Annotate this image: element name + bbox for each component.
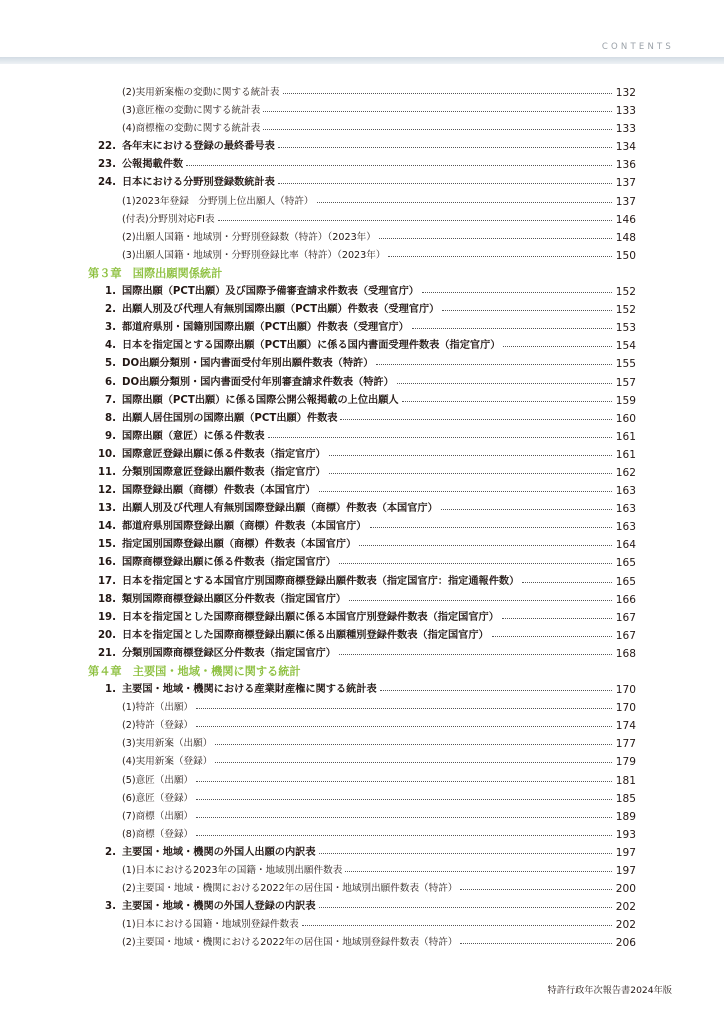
- toc-entry-number: 21.: [97, 647, 116, 659]
- toc-leader-dots: [345, 871, 612, 872]
- toc-subentry[interactable]: [0, 193, 724, 211]
- toc-entry-title: 類別国際商標登録出願区分件数表（指定国官庁）: [122, 593, 347, 605]
- toc-leader-dots: [319, 907, 612, 908]
- toc-entry-number: 24.: [97, 177, 116, 189]
- toc-subentry[interactable]: [0, 102, 724, 120]
- toc-entry-number: 13.: [97, 503, 116, 515]
- toc-page-number: 154: [613, 337, 636, 355]
- toc-leader-dots: [340, 419, 612, 420]
- toc-subentry[interactable]: [0, 229, 724, 247]
- toc-entry-number: 15.: [97, 539, 116, 551]
- toc-entry-label: [88, 355, 376, 373]
- toc-entry-title: DO出願分類別・国内書面受付年別審査請求件数表（特許）: [122, 376, 394, 388]
- toc-page-number: 153: [613, 319, 636, 337]
- toc-leader-dots: [329, 455, 612, 456]
- toc-leader-dots: [460, 889, 612, 890]
- toc-entry-label: [122, 826, 196, 844]
- toc-entry-title: 分類別国際商標登録区分件数表（指定国官庁）: [122, 647, 336, 659]
- toc-entry-title: (2)実用新案権の変動に関する統計表: [122, 87, 280, 98]
- toc-entry[interactable]: [0, 573, 724, 591]
- toc-entry[interactable]: [0, 174, 724, 192]
- toc-entry[interactable]: [0, 609, 724, 627]
- toc-entry-title: 国際意匠登録出願に係る件数表（指定官庁）: [122, 448, 326, 460]
- toc-entry[interactable]: [0, 518, 724, 536]
- toc-page-number: 150: [613, 247, 636, 265]
- toc-subentry[interactable]: [0, 916, 724, 934]
- toc-entry-label: [122, 808, 196, 826]
- toc-entry-title: 主要国・地域・機関の外国人出願の内訳表: [122, 846, 316, 858]
- toc-entry[interactable]: [0, 554, 724, 572]
- toc-leader-dots: [186, 165, 612, 166]
- toc-leader-dots: [460, 943, 612, 944]
- toc-subentry[interactable]: [0, 880, 724, 898]
- toc-subentry[interactable]: [0, 753, 724, 771]
- toc-entry-title: 第４章 主要国・地域・機関に関する統計: [88, 665, 301, 678]
- toc-subentry[interactable]: [0, 862, 724, 880]
- toc-entry-title: 各年末における登録の最終番号表: [122, 141, 275, 153]
- toc-leader-dots: [329, 473, 612, 474]
- toc-subentry[interactable]: [0, 826, 724, 844]
- toc-page-number: 166: [613, 591, 636, 609]
- toc-entry-label: [88, 174, 278, 192]
- toc-leader-dots: [278, 183, 612, 184]
- toc-leader-dots: [215, 762, 612, 763]
- toc-page-number: 170: [613, 681, 636, 699]
- toc-leader-dots: [441, 509, 612, 510]
- toc-page-number: 157: [613, 374, 636, 392]
- toc-entry-label: [88, 573, 522, 591]
- toc-entry[interactable]: [0, 898, 724, 916]
- toc-entry-title: 分類別国際意匠登録出願件数表（指定官庁）: [122, 466, 326, 478]
- toc-entry-label: [88, 645, 339, 663]
- toc-entry-number: 17.: [97, 575, 116, 587]
- toc-entry[interactable]: [0, 500, 724, 518]
- toc-leader-dots: [196, 781, 612, 782]
- toc-entry-label: [88, 446, 329, 464]
- toc-leader-dots: [349, 600, 612, 601]
- toc-page-number: 167: [613, 627, 636, 645]
- toc-entry-number: 8.: [105, 412, 116, 424]
- toc-entry-title: (1)日本における2023年の国籍・地域別出願件数表: [122, 865, 343, 877]
- toc-entry-label: [88, 500, 441, 518]
- toc-entry-title: 都道府県別・国籍別国際出願（PCT出願）件数表（受理官庁）: [122, 322, 409, 334]
- toc-page-number: 133: [613, 102, 636, 120]
- toc-leader-dots: [339, 563, 612, 564]
- toc-entry-title: 国際出願（意匠）に係る件数表: [122, 430, 265, 442]
- toc-entry[interactable]: [0, 627, 724, 645]
- toc-entry-label: [122, 880, 460, 898]
- toc-entry-label: [88, 138, 278, 156]
- toc-entry[interactable]: [0, 844, 724, 862]
- toc-entry-title: 出願人別及び代理人有無別国際出願（PCT出願）件数表（受理官庁）: [122, 304, 440, 316]
- toc-subentry[interactable]: [0, 772, 724, 790]
- toc-entry-title: 国際登録出願（商標）件数表（本国官庁）: [122, 485, 316, 497]
- toc-leader-dots: [376, 364, 612, 365]
- toc-entry[interactable]: [0, 591, 724, 609]
- toc-page-number: 193: [613, 826, 636, 844]
- toc-entry-label: [122, 753, 215, 771]
- toc-entry-label: [88, 464, 329, 482]
- toc-entry-label: [88, 898, 319, 916]
- toc-page-number: 189: [613, 808, 636, 826]
- toc-entry-title: (6)意匠（登録）: [122, 792, 194, 804]
- toc-leader-dots: [196, 708, 612, 709]
- header-band: [0, 57, 724, 64]
- toc-subentry[interactable]: [0, 717, 724, 735]
- toc-entry-label: [122, 717, 196, 735]
- toc-entry[interactable]: [0, 446, 724, 464]
- toc-page-number: 200: [613, 880, 636, 898]
- toc-subentry[interactable]: [0, 84, 724, 102]
- toc-entry-number: 3.: [105, 322, 116, 334]
- toc-entry[interactable]: [0, 283, 724, 301]
- toc-leader-dots: [492, 636, 612, 637]
- toc-entry-label: [88, 554, 339, 572]
- toc-entry-title: (1)日本における国籍・地域別登録件数表: [122, 919, 299, 931]
- table-of-contents: [0, 84, 724, 953]
- toc-leader-dots: [502, 618, 612, 619]
- toc-entry-title: 日本を指定国とする国際出願（PCT出願）に係る国内書面受理件数表（指定官庁）: [122, 340, 501, 352]
- toc-entry-label: [88, 681, 380, 699]
- toc-leader-dots: [319, 491, 612, 492]
- toc-entry-label: [88, 844, 319, 862]
- toc-leader-dots: [196, 799, 612, 800]
- toc-entry[interactable]: [0, 482, 724, 500]
- toc-entry-title: 出願人居住国別の国際出願（PCT出願）件数表: [122, 412, 338, 424]
- toc-page-number: 168: [613, 645, 636, 663]
- toc-page-number: 202: [613, 916, 636, 934]
- toc-entry-label: [122, 229, 379, 247]
- toc-leader-dots: [319, 853, 612, 854]
- toc-subentry[interactable]: [0, 247, 724, 265]
- toc-entry[interactable]: [0, 681, 724, 699]
- toc-entry-label: [122, 120, 263, 138]
- toc-leader-dots: [268, 437, 612, 438]
- toc-page-number: 165: [613, 554, 636, 572]
- toc-page-number: 161: [613, 428, 636, 446]
- toc-entry-number: 12.: [97, 485, 116, 497]
- toc-page-number: 161: [613, 446, 636, 464]
- toc-leader-dots: [503, 346, 612, 347]
- toc-entry-label: [88, 609, 502, 627]
- toc-entry-label: [88, 591, 349, 609]
- toc-leader-dots: [380, 690, 612, 691]
- footer-publication-title: 特許行政年次報告書2024年版: [547, 985, 672, 996]
- toc-entry[interactable]: [0, 392, 724, 410]
- toc-page-number: 170: [613, 699, 636, 717]
- toc-entry[interactable]: [0, 410, 724, 428]
- toc-entry-title: 日本を指定国とした国際商標登録出願に係る出願種別登録件数表（指定国官庁）: [122, 629, 489, 641]
- toc-entry-number: 23.: [97, 159, 116, 171]
- toc-page-number: 133: [613, 120, 636, 138]
- toc-entry[interactable]: [0, 337, 724, 355]
- toc-entry[interactable]: [0, 536, 724, 554]
- toc-entry[interactable]: [0, 319, 724, 337]
- toc-entry-number: 20.: [97, 629, 116, 641]
- toc-entry-title: (2)出願人国籍・地域別・分野別登録数（特許）（2023年）: [122, 231, 376, 243]
- toc-leader-dots: [317, 202, 612, 203]
- toc-page-number: 137: [613, 193, 636, 211]
- toc-entry-title: 国際商標登録出願に係る件数表（指定国官庁）: [122, 557, 336, 569]
- toc-entry-label: [122, 735, 215, 753]
- toc-leader-dots: [397, 383, 612, 384]
- toc-page-number: 165: [613, 573, 636, 591]
- toc-page-number: 197: [613, 844, 636, 862]
- toc-entry-title: (1)2023年登録 分野別上位出願人（特許）: [122, 195, 314, 207]
- toc-entry-number: 22.: [97, 141, 116, 153]
- toc-entry-label: [122, 934, 460, 952]
- toc-page-number: 167: [613, 609, 636, 627]
- toc-page-number: 159: [613, 392, 636, 410]
- toc-subentry[interactable]: [0, 735, 724, 753]
- toc-entry-title: 都道府県別国際登録出願（商標）件数表（本国官庁）: [122, 521, 367, 533]
- toc-entry-number: 19.: [97, 611, 116, 623]
- toc-entry-number: 7.: [105, 394, 116, 406]
- toc-entry-label: [88, 627, 492, 645]
- toc-leader-dots: [263, 129, 612, 130]
- toc-entry[interactable]: [0, 138, 724, 156]
- toc-leader-dots: [215, 744, 612, 745]
- toc-page-number: 146: [613, 211, 636, 229]
- toc-subentry[interactable]: [0, 699, 724, 717]
- toc-entry-title: 主要国・地域・機関における産業財産権に関する統計表: [122, 684, 377, 696]
- toc-entry-label: [122, 247, 388, 265]
- toc-leader-dots: [302, 925, 612, 926]
- toc-entry-number: 18.: [97, 593, 116, 605]
- toc-entry-number: 9.: [105, 430, 116, 442]
- toc-entry-number: 5.: [105, 358, 116, 370]
- toc-entry-label: [88, 410, 340, 428]
- toc-page-number: 202: [613, 898, 636, 916]
- toc-entry-title: 日本を指定国とする本国官庁別国際商標登録出願件数表（指定国官庁：指定通報件数）: [122, 575, 520, 587]
- toc-leader-dots: [388, 256, 612, 257]
- toc-page-number: 174: [613, 717, 636, 735]
- toc-entry[interactable]: [0, 645, 724, 663]
- contents-header-label: CONTENTS: [601, 42, 674, 52]
- toc-page-number: 163: [613, 482, 636, 500]
- toc-entry-title: 日本における分野別登録数統計表: [122, 177, 275, 189]
- toc-page-number: 181: [613, 772, 636, 790]
- toc-entry[interactable]: [0, 301, 724, 319]
- toc-leader-dots: [359, 545, 612, 546]
- toc-leader-dots: [422, 292, 612, 293]
- toc-page-number: 206: [613, 934, 636, 952]
- toc-entry-label: [88, 337, 503, 355]
- toc-leader-dots: [402, 401, 612, 402]
- toc-chapter-heading[interactable]: [0, 663, 724, 681]
- toc-entry-title: (5)意匠（出願）: [122, 774, 194, 786]
- toc-page-number: 152: [613, 283, 636, 301]
- toc-page-number: 163: [613, 518, 636, 536]
- toc-entry-title: (2)主要国・地域・機関における2022年の居住国・地域別登録件数表（特許）: [122, 937, 458, 949]
- toc-entry-title: 第３章 国際出願関係統計: [88, 266, 223, 280]
- toc-entry-number: 10.: [97, 448, 116, 460]
- toc-entry-number: 4.: [105, 340, 116, 352]
- toc-leader-dots: [522, 582, 612, 583]
- toc-subentry[interactable]: [0, 934, 724, 952]
- toc-entry-label: [122, 772, 196, 790]
- toc-entry-label: [88, 482, 319, 500]
- toc-entry-label: [88, 156, 186, 174]
- toc-entry-title: (3)意匠権の変動に関する統計表: [122, 105, 261, 117]
- toc-page-number: 185: [613, 790, 636, 808]
- toc-entry-title: 出願人別及び代理人有無別国際登録出願（商標）件数表（本国官庁）: [122, 503, 438, 515]
- toc-leader-dots: [218, 220, 612, 221]
- toc-leader-dots: [196, 835, 612, 836]
- toc-page-number: 137: [613, 174, 636, 192]
- toc-entry-number: 11.: [97, 466, 116, 478]
- toc-entry-title: (7)商標（出願）: [122, 810, 194, 822]
- toc-entry-title: (3)出願人国籍・地域別・分野別登録比率（特許）（2023年）: [122, 249, 386, 261]
- toc-entry[interactable]: [0, 428, 724, 446]
- toc-page-number: 134: [613, 138, 636, 156]
- toc-entry[interactable]: [0, 374, 724, 392]
- toc-page-number: 179: [613, 753, 636, 771]
- toc-entry-label: [88, 518, 370, 536]
- toc-entry-label: [122, 102, 263, 120]
- toc-entry-title: 指定国別国際登録出願（商標）件数表（本国官庁）: [122, 539, 357, 551]
- toc-subentry[interactable]: [0, 808, 724, 826]
- toc-entry-title: 主要国・地域・機関の外国人登録の内訳表: [122, 901, 316, 913]
- toc-page-number: 152: [613, 301, 636, 319]
- toc-page-number: 160: [613, 410, 636, 428]
- toc-subentry[interactable]: [0, 120, 724, 138]
- toc-entry-label: [88, 283, 422, 301]
- toc-subentry[interactable]: [0, 790, 724, 808]
- toc-leader-dots: [263, 111, 612, 112]
- toc-entry-title: (4)商標権の変動に関する統計表: [122, 123, 261, 135]
- toc-entry-label: [88, 374, 397, 392]
- toc-entry-label: [88, 536, 359, 554]
- toc-leader-dots: [278, 147, 612, 148]
- toc-entry-label: [88, 319, 412, 337]
- toc-page-number: 132: [613, 84, 636, 102]
- toc-entry-number: 16.: [97, 557, 116, 569]
- toc-leader-dots: [283, 93, 612, 94]
- toc-entry-label: [122, 211, 218, 229]
- toc-leader-dots: [196, 726, 612, 727]
- toc-entry-title: 国際出願（PCT出願）及び国際予備審査請求件数表（受理官庁）: [122, 286, 419, 298]
- toc-entry-number: 14.: [97, 521, 116, 533]
- toc-entry-title: 日本を指定国とした国際商標登録出願に係る本国官庁別登録件数表（指定国官庁）: [122, 611, 499, 623]
- toc-subentry[interactable]: [0, 211, 724, 229]
- toc-entry-title: (2)主要国・地域・機関における2022年の居住国・地域別出願件数表（特許）: [122, 883, 458, 895]
- toc-entry-title: (2)特許（登録）: [122, 720, 194, 732]
- toc-page-number: 136: [613, 156, 636, 174]
- toc-entry-label: [122, 916, 302, 934]
- toc-page-number: 197: [613, 862, 636, 880]
- toc-entry-title: (3)実用新案（出願）: [122, 738, 213, 750]
- toc-entry-label: [88, 392, 402, 410]
- toc-page-number: 162: [613, 464, 636, 482]
- toc-entry-label: [122, 84, 283, 102]
- toc-entry-title: (1)特許（出願）: [122, 702, 194, 714]
- toc-entry-number: 2.: [105, 304, 116, 316]
- toc-entry-label: [122, 699, 196, 717]
- toc-leader-dots: [442, 310, 612, 311]
- toc-entry-label: [88, 265, 225, 283]
- toc-entry-title: DO出願分類別・国内書面受付年別出願件数表（特許）: [122, 358, 374, 370]
- toc-entry-title: (8)商標（登録）: [122, 828, 194, 840]
- toc-entry-title: (付表)分野別対応FI表: [122, 213, 215, 225]
- toc-entry-number: 3.: [105, 901, 116, 913]
- toc-entry-number: 1.: [105, 684, 116, 696]
- toc-page-number: 163: [613, 500, 636, 518]
- toc-entry-label: [88, 428, 268, 446]
- toc-leader-dots: [339, 654, 612, 655]
- toc-entry-label: [122, 790, 196, 808]
- toc-leader-dots: [379, 238, 612, 239]
- toc-entry-title: 公報掲載件数: [122, 159, 184, 171]
- toc-entry-number: 6.: [105, 376, 116, 388]
- toc-page-number: 148: [613, 229, 636, 247]
- toc-entry[interactable]: [0, 355, 724, 373]
- toc-leader-dots: [370, 527, 612, 528]
- toc-page-number: 155: [613, 355, 636, 373]
- toc-entry-label: [122, 193, 317, 211]
- toc-entry-title: 国際出願（PCT出願）に係る国際公開公報掲載の上位出願人: [122, 394, 399, 406]
- toc-entry[interactable]: [0, 156, 724, 174]
- toc-entry-label: [122, 862, 345, 880]
- toc-page-number: 177: [613, 735, 636, 753]
- toc-leader-dots: [196, 817, 612, 818]
- toc-entry[interactable]: [0, 464, 724, 482]
- toc-page-number: 164: [613, 536, 636, 554]
- toc-entry-number: 1.: [105, 286, 116, 298]
- toc-entry-title: (4)実用新案（登録）: [122, 756, 213, 768]
- toc-leader-dots: [412, 328, 612, 329]
- toc-chapter-heading[interactable]: [0, 265, 724, 283]
- toc-entry-number: 2.: [105, 846, 116, 858]
- toc-entry-label: [88, 663, 304, 681]
- toc-entry-label: [88, 301, 442, 319]
